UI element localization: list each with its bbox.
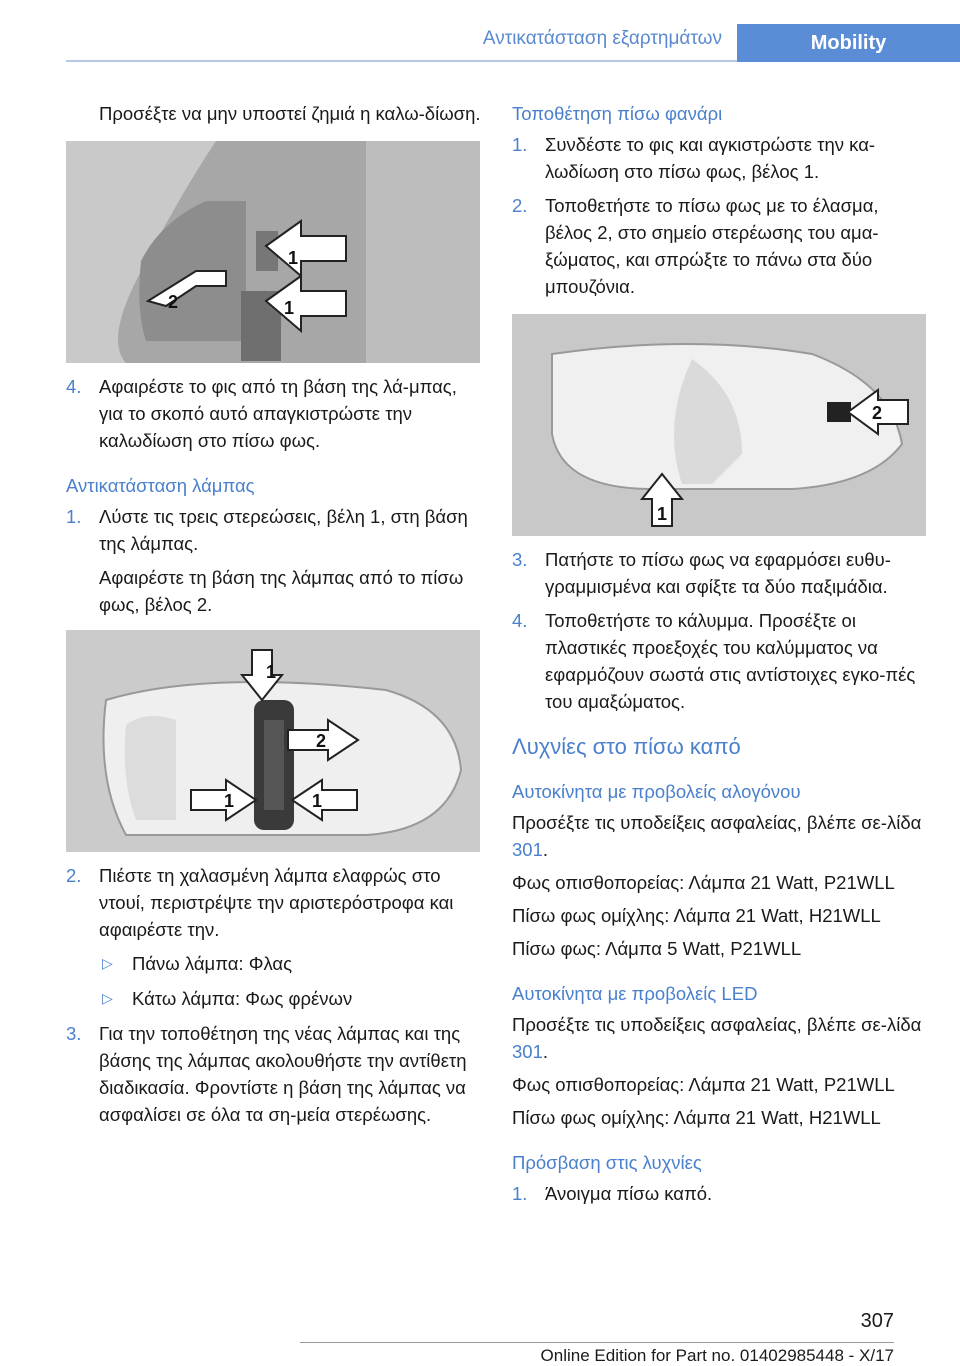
intro-text: Προσέξτε να μην υποστεί ζημιά η καλω-δίωση. (99, 103, 481, 124)
step-text: Τοποθετήστε το πίσω φως με το έλασμα, βέλος 2, στο σημείο στερέωσης του αμα-ξώματος, και σπρώξτε το πάνω στα δύο μπουζόνια. (545, 195, 879, 297)
step-number: 2. (512, 195, 528, 216)
led-fog-light: Πίσω φως ομίχλης: Λάμπα 21 Watt, H21WLL (512, 1107, 881, 1128)
fig2-label-1-left: 1 (224, 791, 235, 811)
triangle-bullet-icon: ▷ (102, 955, 113, 971)
step-number: 1. (512, 1183, 528, 1204)
figure-tail-light-install (512, 314, 926, 536)
footer-rule (300, 1342, 894, 1343)
halogen-reverse-light: Φως οπισθοπορείας: Λάμπα 21 Watt, P21WLL (512, 872, 895, 893)
install-step-4 (512, 607, 927, 715)
step-number: 4. (512, 610, 528, 631)
fig2-label-1-top: 1 (266, 662, 277, 682)
page-link-301[interactable]: 301 (512, 839, 543, 860)
install-step-3 (512, 546, 927, 600)
heading-halogen: Αυτοκίνητα με προβολείς αλογόνου (512, 781, 801, 802)
page-header (0, 0, 960, 62)
halogen-tail-light: Πίσω φως: Λάμπα 5 Watt, P21WLL (512, 938, 802, 959)
step-text: Συνδέστε το φις και αγκιστρώστε την κα-λωδίωση στο πίσω φως, βέλος 1. (545, 134, 876, 182)
heading-led: Αυτοκίνητα με προβολείς LED (512, 983, 758, 1004)
step-text: Άνοιγμα πίσω καπό. (545, 1183, 713, 1204)
lamp-step-3 (66, 1020, 481, 1128)
lamp-step-2 (66, 862, 481, 943)
step-text: Τοποθετήστε το κάλυμμα. Προσέξτε οι πλαστικές προεξοχές του καλύμματος να εφαρμόζουν σωστά στις αντίστοιχες εγκο-πές του αμαξώματος. (545, 610, 916, 712)
header-rule (66, 60, 737, 62)
bullet-text: Πάνω λάμπα: Φλας (132, 953, 293, 974)
step-4 (66, 373, 481, 454)
step-text: Λύστε τις τρεις στερεώσεις, βέλη 1, στη βάση της λάμπας. (99, 506, 468, 554)
halogen-fog-light: Πίσω φως ομίχλης: Λάμπα 21 Watt, H21WLL (512, 905, 881, 926)
install-step-2 (512, 192, 927, 300)
halogen-safety-note: Προσέξτε τις υποδείξεις ασφαλείας, βλέπε σε-λίδα 301. (512, 812, 922, 860)
figure-tail-light-wiring (66, 141, 480, 363)
step-number: 4. (66, 376, 82, 397)
step-number: 1. (66, 506, 82, 527)
step-text: Αφαιρέστε το φις από τη βάση της λά-μπας, για το σκοπό αυτό απαγκιστρώστε την καλωδίωση στο πίσω φως. (99, 376, 457, 451)
heading-lamp-replacement: Αντικατάσταση λάμπας (66, 475, 255, 496)
bullet-upper-lamp (66, 950, 481, 977)
breadcrumb[interactable]: Αντικατάσταση εξαρτημάτων (482, 28, 722, 49)
fig3-label-1: 1 (657, 504, 668, 524)
heading-access-lights: Πρόσβαση στις λυχνίες (512, 1152, 702, 1173)
install-step-1 (512, 131, 927, 185)
edition-text: Online Edition for Part no. 01402985448 - X/17 (540, 1346, 894, 1365)
step-number: 1. (512, 134, 528, 155)
fig1-label-1b: 1 (284, 298, 295, 318)
step-text: Πιέστε τη χαλασμένη λάμπα ελαφρώς στο ντουί, περιστρέψτε την αριστερόστροφα και αφαιρέστε την. (99, 865, 454, 940)
fig1-label-1a: 1 (288, 248, 299, 268)
heading-install-tail-light: Τοποθέτηση πίσω φανάρι (512, 103, 723, 124)
fig2-label-1-right: 1 (312, 791, 323, 811)
bullet-text: Κάτω λάμπα: Φως φρένων (132, 988, 353, 1009)
step-number: 3. (66, 1023, 82, 1044)
fig2-label-2: 2 (316, 731, 327, 751)
page-number: 307 (860, 1310, 894, 1332)
step-text: Πατήστε το πίσω φως να εφαρμόσει ευθυ-γραμμισμένα και σφίξτε τα δύο παξιμάδια. (545, 549, 891, 597)
section-tab-mobility[interactable]: Mobility (737, 24, 960, 62)
triangle-bullet-icon: ▷ (102, 990, 113, 1006)
heading-trunk-lights: Λυχνίες στο πίσω καπό (512, 734, 741, 759)
step-text: Για την τοποθέτηση της νέας λάμπας και της βάσης της λάμπας ακολουθήστε την αντίθετη διαδικασία. Φροντίστε η βάση της λάμπας να ασφαλίσει σε όλα τα ση-μεία στερέωσης. (99, 1023, 467, 1125)
access-step-1 (512, 1180, 927, 1207)
fig1-label-2: 2 (168, 292, 179, 312)
fig3-label-2: 2 (872, 403, 883, 423)
lamp-step-1 (66, 503, 481, 557)
left-column (66, 100, 481, 1135)
led-reverse-light: Φως οπισθοπορείας: Λάμπα 21 Watt, P21WLL (512, 1074, 895, 1095)
lamp-step-1-continued: Αφαιρέστε τη βάση της λάμπας από το πίσω φως, βέλος 2. (99, 567, 464, 615)
step-number: 3. (512, 549, 528, 570)
bullet-lower-lamp (66, 985, 481, 1012)
page-link-301[interactable]: 301 (512, 1041, 543, 1062)
step-number: 2. (66, 865, 82, 886)
figure-lamp-holder (66, 630, 480, 852)
led-safety-note: Προσέξτε τις υποδείξεις ασφαλείας, βλέπε σε-λίδα 301. (512, 1014, 922, 1062)
right-column (512, 100, 927, 1214)
